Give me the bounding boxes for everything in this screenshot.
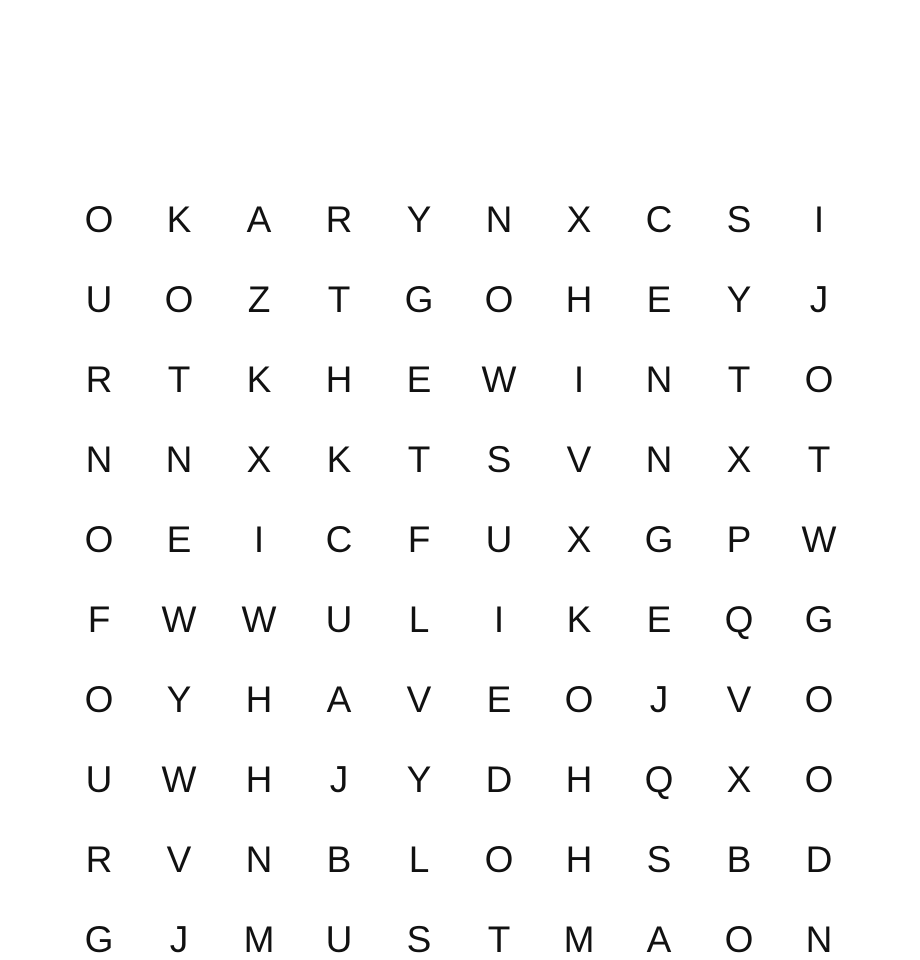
letter-cell-r3-c4[interactable]: H [325,358,353,400]
grid-row-6 [59,579,859,659]
letter-cell-r3-c6[interactable]: W [481,358,517,400]
letter-cell-r7-c4[interactable]: A [326,678,352,720]
letter-cell-r10-c4[interactable]: U [325,918,353,960]
letter-cell-r8-c6[interactable]: D [485,758,513,800]
grid-row-7 [59,659,859,739]
letter-cell-r8-c2[interactable]: W [161,758,197,800]
letter-cell-r4-c7[interactable]: V [566,438,592,480]
letter-cell-r9-c10[interactable]: D [805,838,833,880]
letter-cell-r3-c5[interactable]: E [406,358,432,400]
letter-cell-r5-c5[interactable]: F [407,518,431,560]
letter-cell-r1-c6[interactable]: N [485,198,513,240]
letter-cell-r3-c1[interactable]: R [85,358,113,400]
letter-cell-r6-c3[interactable]: W [241,598,277,640]
letter-cell-r7-c9[interactable]: V [726,678,752,720]
letter-cell-r6-c9[interactable]: Q [724,598,754,640]
letter-cell-r3-c9[interactable]: T [727,358,751,400]
letter-cell-r7-c7[interactable]: O [564,678,594,720]
letter-cell-r9-c7[interactable]: H [565,838,593,880]
letter-cell-r4-c1[interactable]: N [85,438,113,480]
letter-cell-r9-c5[interactable]: L [408,838,430,880]
letter-cell-r4-c2[interactable]: N [165,438,193,480]
letter-cell-r5-c6[interactable]: U [485,518,513,560]
letter-cell-r9-c8[interactable]: S [646,838,672,880]
letter-cell-r8-c3[interactable]: H [245,758,273,800]
letter-cell-r6-c7[interactable]: K [566,598,592,640]
letter-cell-r5-c4[interactable]: C [325,518,353,560]
letter-cell-r1-c3[interactable]: A [246,198,272,240]
letter-cell-r7-c6[interactable]: E [486,678,512,720]
letter-cell-r10-c8[interactable]: A [646,918,672,960]
letter-cell-r10-c1[interactable]: G [84,918,114,960]
grid-row-8 [59,739,859,819]
letter-cell-r2-c8[interactable]: E [646,278,672,320]
letter-cell-r7-c5[interactable]: V [406,678,432,720]
letter-cell-r2-c4[interactable]: T [327,278,351,320]
letter-cell-r6-c4[interactable]: U [325,598,353,640]
letter-cell-r4-c4[interactable]: K [326,438,352,480]
letter-cell-r2-c9[interactable]: Y [726,278,752,320]
letter-cell-r6-c10[interactable]: G [804,598,834,640]
letter-cell-r4-c3[interactable]: X [246,438,272,480]
letter-cell-r10-c9[interactable]: O [724,918,754,960]
letter-cell-r8-c1[interactable]: U [85,758,113,800]
grid-row-1 [59,179,859,259]
letter-cell-r3-c2[interactable]: T [167,358,191,400]
letter-cell-r10-c2[interactable]: J [169,918,189,960]
letter-cell-r1-c5[interactable]: Y [406,198,432,240]
letter-cell-r5-c3[interactable]: I [253,518,265,560]
letter-cell-r8-c7[interactable]: H [565,758,593,800]
letter-cell-r10-c3[interactable]: M [243,918,275,960]
letter-cell-r3-c8[interactable]: N [645,358,673,400]
letter-cell-r7-c2[interactable]: Y [166,678,192,720]
grid-row-4 [59,419,859,499]
letter-cell-r5-c7[interactable]: X [566,518,592,560]
letter-cell-r2-c10[interactable]: J [809,278,829,320]
letter-cell-r1-c10[interactable]: I [813,198,825,240]
grid-row-3 [59,339,859,419]
letter-cell-r6-c2[interactable]: W [161,598,197,640]
letter-cell-r4-c6[interactable]: S [486,438,512,480]
letter-cell-r7-c8[interactable]: J [649,678,669,720]
grid-row-5 [59,499,859,579]
letter-cell-r10-c5[interactable]: S [406,918,432,960]
letter-cell-r8-c4[interactable]: J [329,758,349,800]
letter-cell-r5-c1[interactable]: O [84,518,114,560]
letter-cell-r8-c9[interactable]: X [726,758,752,800]
grid-row-9 [59,819,859,899]
letter-cell-r8-c5[interactable]: Y [406,758,432,800]
letter-cell-r10-c6[interactable]: T [487,918,511,960]
letter-cell-r1-c8[interactable]: C [645,198,673,240]
letter-cell-r6-c6[interactable]: I [493,598,505,640]
letter-cell-r9-c3[interactable]: N [245,838,273,880]
letter-cell-r6-c5[interactable]: L [408,598,430,640]
letter-cell-r1-c2[interactable]: K [166,198,192,240]
letter-cell-r7-c1[interactable]: O [84,678,114,720]
letter-cell-r1-c9[interactable]: S [726,198,752,240]
letter-cell-r6-c1[interactable]: F [87,598,111,640]
letter-cell-r2-c5[interactable]: G [404,278,434,320]
letter-cell-r1-c1[interactable]: O [84,198,114,240]
letter-cell-r9-c9[interactable]: B [726,838,752,880]
letter-cell-r5-c10[interactable]: W [801,518,837,560]
letter-cell-r9-c2[interactable]: V [166,838,192,880]
letter-cell-r3-c7[interactable]: I [573,358,585,400]
letter-cell-r3-c3[interactable]: K [246,358,272,400]
letter-cell-r4-c10[interactable]: T [807,438,831,480]
letter-cell-r6-c8[interactable]: E [646,598,672,640]
word-search-grid [59,179,859,960]
letter-cell-r2-c2[interactable]: O [164,278,194,320]
letter-cell-r4-c9[interactable]: X [726,438,752,480]
letter-cell-r2-c7[interactable]: H [565,278,593,320]
letter-cell-r1-c4[interactable]: R [325,198,353,240]
letter-cell-r7-c3[interactable]: H [245,678,273,720]
letter-cell-r3-c10[interactable]: O [804,358,834,400]
letter-cell-r2-c1[interactable]: U [85,278,113,320]
letter-cell-r7-c10[interactable]: O [804,678,834,720]
letter-cell-r5-c8[interactable]: G [644,518,674,560]
letter-cell-r8-c10[interactable]: O [804,758,834,800]
letter-cell-r5-c9[interactable]: P [726,518,752,560]
letter-cell-r2-c3[interactable]: Z [247,278,271,320]
letter-cell-r2-c6[interactable]: O [484,278,514,320]
letter-cell-r10-c10[interactable]: N [805,918,833,960]
letter-cell-r10-c7[interactable]: M [563,918,595,960]
letter-cell-r5-c2[interactable]: E [166,518,192,560]
grid-row-10 [59,899,859,960]
letter-cell-r4-c8[interactable]: N [645,438,673,480]
grid-row-2 [59,259,859,339]
letter-cell-r9-c6[interactable]: O [484,838,514,880]
letter-cell-r8-c8[interactable]: Q [644,758,674,800]
letter-cell-r9-c1[interactable]: R [85,838,113,880]
letter-cell-r9-c4[interactable]: B [326,838,352,880]
letter-cell-r4-c5[interactable]: T [407,438,431,480]
letter-cell-r1-c7[interactable]: X [566,198,592,240]
